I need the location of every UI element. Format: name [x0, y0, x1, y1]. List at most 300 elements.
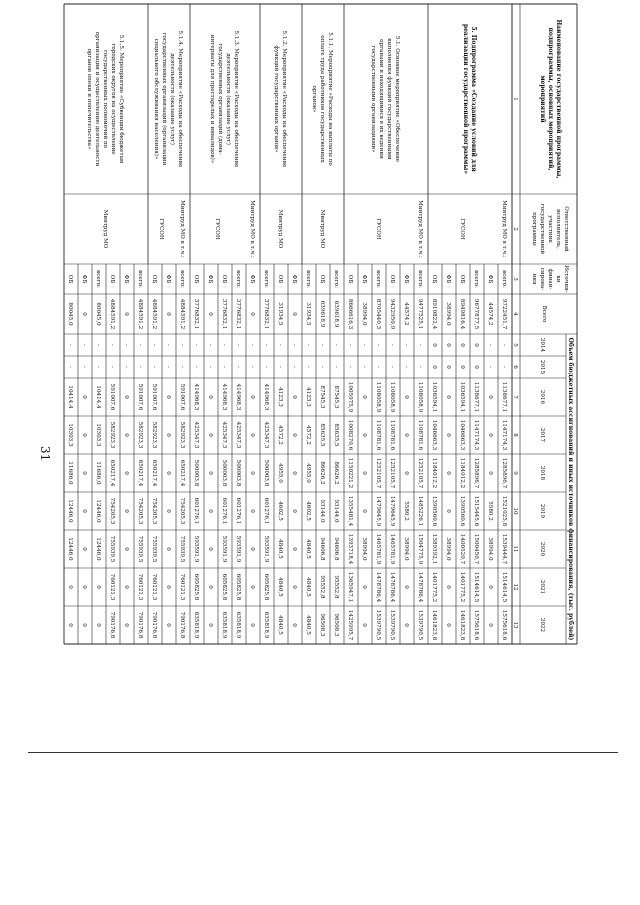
cell-value: - — [137, 366, 143, 368]
group-executor: Минтруд МО в т.ч.: — [417, 200, 423, 258]
cell-source: ФБ — [123, 274, 129, 284]
cell-value: 0 — [207, 433, 213, 437]
group-name-line: 5.1.2. Мероприятие «Расходы на обеспечение — [281, 30, 287, 168]
cell-value: 4572,2 — [277, 425, 283, 445]
cell-value: 0 — [445, 395, 451, 399]
cell-source: ФБ — [487, 274, 493, 284]
cell-value: 1046663,3 — [431, 419, 437, 451]
cell-value: 1108781,6 — [375, 419, 381, 451]
cell-value: 0 — [165, 509, 171, 513]
cell-value: 5580,2 — [403, 501, 409, 521]
cell-value: 650217,4 — [151, 459, 157, 487]
cell-value: - — [95, 366, 101, 368]
cell-value: - — [487, 344, 493, 346]
cell-value: 38994,0 — [445, 537, 451, 561]
cell-value: 4572,2 — [305, 425, 311, 445]
cell-value: 11686,0 — [67, 461, 73, 485]
cell-value: 4123,3 — [277, 387, 283, 407]
cell-value: - — [109, 366, 115, 368]
header-col-number: 6 — [512, 365, 518, 369]
cell-value: 0 — [487, 433, 493, 437]
header-executor-col: участник — [547, 215, 553, 243]
cell-value: 0 — [207, 471, 213, 475]
cell-value: 80045,0 — [67, 302, 73, 326]
cell-value: 0 — [291, 433, 297, 437]
cell-value: 4840,5 — [305, 615, 311, 635]
cell-value: - — [291, 366, 297, 368]
cell-value: 601276,1 — [263, 497, 269, 525]
cell-value: - — [319, 344, 325, 346]
cell-value: - — [193, 344, 199, 346]
cell-value: 0 — [249, 312, 255, 316]
cell-value: 1355481,4 — [347, 495, 353, 527]
cell-value: 38994,0 — [487, 537, 493, 561]
cell-value: 1389392,1 — [431, 533, 437, 565]
cell-source: ФБ — [81, 274, 87, 284]
cell-value: - — [319, 366, 325, 368]
cell-value: 4955,0 — [305, 463, 311, 483]
header-executor-col: программы — [531, 212, 537, 246]
cell-value: 0 — [249, 471, 255, 475]
cell-value: - — [123, 344, 129, 346]
cell-value: 0 — [207, 395, 213, 399]
header-year: 2016 — [539, 389, 545, 405]
cell-value: 4840,5 — [305, 577, 311, 597]
cell-value: 12446,0 — [95, 537, 101, 561]
cell-value: - — [361, 344, 367, 346]
cell-value: 1514614,5 — [501, 571, 507, 603]
header-col-number: 9 — [512, 471, 518, 475]
page-number: 31 — [38, 446, 52, 462]
cell-value: 0 — [81, 471, 87, 475]
cell-value: - — [305, 366, 311, 368]
group-executor: Минтруд МО — [102, 209, 108, 249]
group-executor: Минтруд МО в т.ч.: — [249, 200, 255, 258]
header-executor-col: государственной — [539, 203, 545, 255]
cell-value: 0 — [487, 623, 493, 627]
cell-value: 1390560,6 — [431, 495, 437, 527]
cell-value: 414968,3 — [235, 383, 241, 411]
cell-value: 1252105,7 — [389, 457, 395, 489]
group-name-line: 5.1. Основное мероприятие «Обеспечение — [394, 35, 400, 163]
cell-value: 44574,2 — [487, 302, 493, 326]
separator-line — [28, 752, 618, 753]
cell-value: 1465781,9 — [375, 533, 381, 565]
cell-value: 0 — [123, 395, 129, 399]
cell-value: 790176,8 — [137, 611, 143, 639]
cell-value: 0 — [249, 585, 255, 589]
header-name-col: мероприятий — [539, 75, 546, 123]
cell-value: 8949816,4 — [459, 298, 465, 330]
cell-value: 4840,5 — [277, 615, 283, 635]
cell-value: 605825,8 — [193, 573, 199, 601]
cell-value: 8910822,4 — [431, 298, 437, 330]
group-name-line: 5.1.3. Мероприятие «Расходы на обеспечение — [233, 30, 239, 168]
cell-value: 4884591,2 — [109, 298, 115, 330]
cell-value: 0 — [361, 623, 367, 627]
group-name-line: 5.1.1. Мероприятие «Расходы на выплаты по — [327, 32, 333, 166]
cell-value: 0 — [207, 312, 213, 316]
cell-value: 4840,5 — [305, 539, 311, 559]
cell-value: 1401775,2 — [431, 571, 437, 603]
cell-value: 95552,8 — [333, 575, 339, 599]
cell-value: 0 — [361, 395, 367, 399]
cell-value: 0 — [403, 585, 409, 589]
group-name-line: органами и находящимися в их ведении — [378, 39, 384, 159]
cell-value: 0 — [445, 623, 451, 627]
cell-value: 1539790,5 — [389, 609, 395, 641]
cell-source: ОБ — [459, 274, 465, 284]
cell-value: 38994,0 — [445, 302, 451, 326]
header-source-col: ния — [531, 273, 537, 285]
cell-value: 0 — [207, 623, 213, 627]
cell-value: 790176,8 — [179, 611, 185, 639]
group-name-line: городских округов на осуществление — [110, 43, 116, 155]
cell-value: 500003,8 — [221, 459, 227, 487]
cell-value: 0 — [123, 509, 129, 513]
cell-value: 593591,9 — [263, 535, 269, 563]
group-name-line: социального обслуживания населения)» — [153, 38, 159, 160]
cell-value: 0 — [123, 623, 129, 627]
cell-value: 1184012,2 — [431, 457, 437, 489]
header-col-number: 2 — [512, 227, 518, 231]
header-col-number: 5 — [512, 343, 518, 347]
header-executor-col: исполнитель, — [555, 209, 561, 249]
cell-value: 0 — [81, 623, 87, 627]
cell-value: - — [207, 344, 213, 346]
cell-value: - — [263, 366, 269, 368]
group-name-line: организации и осуществлению деятельности — [94, 31, 100, 167]
header-total: Всего — [541, 305, 547, 323]
cell-value: - — [291, 344, 297, 346]
cell-value: 591007,6 — [137, 383, 143, 411]
cell-value: 639618,9 — [319, 300, 325, 328]
cell-value: 0 — [165, 547, 171, 551]
cell-value: - — [263, 344, 269, 346]
group-executor: Минтруд МО — [319, 209, 325, 249]
cell-value: 4840,5 — [277, 539, 283, 559]
cell-value: 0 — [291, 471, 297, 475]
header-source-col: Источни- — [563, 265, 569, 293]
cell-value: 0 — [207, 585, 213, 589]
cell-value: 12446,0 — [95, 499, 101, 523]
cell-value: 0 — [67, 585, 73, 589]
group-executor: ГУСОН — [459, 218, 465, 240]
cell-value: - — [207, 366, 213, 368]
header-name-col: подпрограммы, основных мероприятий, — [547, 27, 554, 171]
header-name-col: Наименование государственной программы, — [555, 19, 562, 179]
cell-value: - — [389, 366, 395, 368]
cell-value: 1036594,1 — [459, 381, 465, 413]
cell-value: 87545,3 — [333, 385, 339, 409]
header-year: 2014 — [539, 337, 545, 353]
cell-value: 760121,3 — [109, 573, 115, 601]
cell-value: 3776832,1 — [263, 298, 269, 330]
cell-value: - — [305, 344, 311, 346]
cell-value: 0 — [291, 509, 297, 513]
cell-value: 1390560,6 — [459, 495, 465, 527]
cell-value: 754205,3 — [151, 497, 157, 525]
cell-value: 0 — [249, 395, 255, 399]
group-name-line: органов» — [311, 85, 317, 113]
cell-value: 0 — [249, 509, 255, 513]
cell-value: 582923,3 — [179, 421, 185, 449]
cell-value: 0 — [123, 433, 129, 437]
cell-source: ФБ — [291, 274, 297, 284]
header-col-number: 7 — [512, 395, 518, 399]
cell-value: 425347,3 — [235, 421, 241, 449]
group-name-line: интернаты для престарелых и инвалидов)» — [209, 34, 215, 164]
cell-value: 1005975,9 — [347, 381, 353, 413]
cell-value: 1393718,4 — [347, 533, 353, 565]
cell-value: 38994,0 — [361, 302, 367, 326]
cell-value: 1478786,4 — [417, 571, 423, 603]
cell-value: 10303,3 — [67, 423, 73, 447]
header-col-number: 1 — [512, 97, 518, 101]
cell-value: 94606,8 — [333, 537, 339, 561]
cell-value: 1461823,8 — [459, 609, 465, 641]
header-year: 2021 — [539, 579, 545, 595]
cell-value: 0 — [249, 623, 255, 627]
cell-value: 8666616,3 — [347, 298, 353, 330]
cell-value: 635818,9 — [235, 611, 241, 639]
cell-value: 593591,9 — [235, 535, 241, 563]
cell-value: 1285896,7 — [473, 457, 479, 489]
cell-value: 11686,0 — [95, 461, 101, 485]
cell-value: 650217,4 — [109, 459, 115, 487]
cell-value: 1478786,4 — [375, 571, 381, 603]
cell-value: 4602,5 — [277, 501, 283, 521]
cell-value: 414968,3 — [221, 383, 227, 411]
cell-value: 0 — [123, 547, 129, 551]
header-col-number: 13 — [512, 621, 518, 629]
cell-value: 1138677,1 — [501, 381, 507, 413]
cell-source: всего: — [179, 270, 185, 288]
financing-table-svg — [64, 4, 627, 641]
cell-value: 425347,3 — [263, 421, 269, 449]
cell-value: 0 — [487, 585, 493, 589]
cell-value: 4602,5 — [305, 501, 311, 521]
cell-value: 755939,5 — [137, 535, 143, 563]
cell-value: 96508,3 — [319, 613, 325, 637]
cell-value: 1575618,6 — [473, 609, 479, 641]
cell-value: 0 — [95, 585, 101, 589]
cell-value: 601276,1 — [221, 497, 227, 525]
group-name-line: 5.1.5. Мероприятие «Субвенции бюджетам — [118, 34, 124, 164]
cell-value: 0 — [81, 312, 87, 316]
header-col-number: 12 — [512, 583, 518, 591]
cell-value: 0 — [81, 509, 87, 513]
cell-value: 1500450,7 — [473, 533, 479, 565]
cell-value: - — [417, 366, 423, 368]
cell-value: 1147174,3 — [473, 419, 479, 451]
cell-value: 87545,3 — [319, 385, 325, 409]
cell-value: - — [165, 366, 171, 368]
cell-source: ФБ — [445, 274, 451, 284]
cell-value: 0 — [249, 433, 255, 437]
cell-value: 4884591,2 — [179, 298, 185, 330]
cell-value: 1504775,9 — [417, 533, 423, 565]
cell-value: 0 — [473, 343, 479, 347]
table-body — [64, 4, 577, 644]
cell-value: - — [179, 366, 185, 368]
cell-source: всего: — [473, 270, 479, 288]
cell-value: 0 — [431, 343, 437, 347]
cell-value: 0 — [403, 433, 409, 437]
cell-value: 9432950,9 — [389, 298, 395, 330]
group-executor: ГУСОН — [214, 218, 220, 240]
cell-value: 500003,8 — [193, 459, 199, 487]
cell-value: - — [123, 366, 129, 368]
cell-source: всего: — [235, 270, 241, 288]
cell-value: 790176,8 — [109, 611, 115, 639]
cell-value: 0 — [361, 433, 367, 437]
cell-value: 1479645,9 — [389, 495, 395, 527]
cell-value: 1184012,2 — [459, 457, 465, 489]
cell-source: ОБ — [431, 274, 437, 284]
cell-value: - — [221, 366, 227, 368]
cell-value: 755939,5 — [179, 535, 185, 563]
cell-value: 0 — [207, 547, 213, 551]
cell-value: 582923,3 — [109, 421, 115, 449]
cell-value: 3776832,1 — [193, 298, 199, 330]
cell-value: 5580,2 — [487, 501, 493, 521]
cell-value: 754205,3 — [137, 497, 143, 525]
cell-value: 790176,8 — [151, 611, 157, 639]
cell-value: 0 — [361, 585, 367, 589]
cell-source: ОБ — [193, 274, 199, 284]
cell-value: 10414,4 — [67, 385, 73, 409]
cell-source: ОБ — [347, 274, 353, 284]
cell-value: 635818,9 — [263, 611, 269, 639]
cell-value: 1400520,7 — [459, 533, 465, 565]
cell-value: 650217,4 — [137, 459, 143, 487]
cell-value: 44574,2 — [403, 302, 409, 326]
cell-source: всего: — [375, 270, 381, 288]
cell-value: 1008270,6 — [347, 419, 353, 451]
cell-source: ФБ — [249, 274, 255, 284]
cell-value: 94606,8 — [319, 537, 325, 561]
header-executor-col: Ответственный — [563, 206, 569, 252]
cell-source: ФБ — [403, 274, 409, 284]
cell-source: ОБ — [319, 274, 325, 284]
cell-value: 1514614,5 — [473, 571, 479, 603]
cell-value: - — [235, 366, 241, 368]
cell-value: - — [333, 366, 339, 368]
cell-source: всего: — [501, 270, 507, 288]
group-name-line: государственными организациями» — [370, 45, 376, 153]
cell-value: 1150221,2 — [347, 457, 353, 489]
cell-value: 639618,9 — [333, 300, 339, 328]
cell-value: 605825,8 — [235, 573, 241, 601]
cell-value: 96508,3 — [333, 613, 339, 637]
header-year: 2022 — [539, 617, 545, 633]
cell-value: 85635,5 — [333, 423, 339, 447]
cell-value: 0 — [95, 623, 101, 627]
cell-value: 0 — [81, 585, 87, 589]
cell-value: 605825,8 — [263, 573, 269, 601]
cell-value: 0 — [123, 312, 129, 316]
cell-value: 1046663,3 — [459, 419, 465, 451]
cell-value: 86626,2 — [333, 461, 339, 485]
cell-source: всего: — [263, 270, 269, 288]
cell-value: 4840,5 — [277, 577, 283, 597]
cell-value: 650217,4 — [179, 459, 185, 487]
cell-value: 0 — [165, 395, 171, 399]
cell-value: 760121,3 — [151, 573, 157, 601]
cell-value: 31934,5 — [305, 302, 311, 326]
header-col-number: 4 — [512, 312, 518, 316]
cell-value: 9677877,5 — [473, 298, 479, 330]
cell-value: 9477525,1 — [417, 298, 423, 330]
cell-value: 414968,3 — [263, 383, 269, 411]
group-name-line: деятельности (оказание услуг) — [169, 53, 175, 145]
header-source-col: сирова- — [539, 267, 545, 291]
cell-value: - — [67, 344, 73, 346]
cell-value: 0 — [165, 585, 171, 589]
cell-source: ОБ — [277, 274, 283, 284]
cell-source: ОБ — [67, 274, 73, 284]
group-name-line: государственных полномочий по — [102, 49, 108, 149]
header-year: 2017 — [539, 427, 545, 443]
cell-value: 1108058,9 — [417, 381, 423, 413]
cell-value: 38994,0 — [403, 537, 409, 561]
group-executor: Минтруд МО в т.ч.: — [501, 200, 507, 258]
cell-value: - — [179, 344, 185, 346]
cell-value: 31934,5 — [277, 302, 283, 326]
cell-value: 1539444,7 — [501, 533, 507, 565]
cell-value: 755939,5 — [151, 535, 157, 563]
cell-value: - — [249, 344, 255, 346]
cell-value: - — [109, 344, 115, 346]
cell-value: 0 — [445, 509, 451, 513]
cell-source: ОБ — [389, 274, 395, 284]
cell-value: - — [137, 344, 143, 346]
cell-value: 635818,9 — [221, 611, 227, 639]
cell-value: 1036594,1 — [431, 381, 437, 413]
cell-value: 1515445,6 — [473, 495, 479, 527]
cell-value: 0 — [81, 395, 87, 399]
cell-value: - — [151, 344, 157, 346]
cell-value: 582923,3 — [137, 421, 143, 449]
cell-value: - — [193, 366, 199, 368]
cell-value: 0 — [291, 312, 297, 316]
cell-value: 1425995,7 — [347, 609, 353, 641]
cell-value: 591007,6 — [151, 383, 157, 411]
group-executor: ГУСОН — [375, 218, 381, 240]
cell-value: 3776832,1 — [221, 298, 227, 330]
cell-value: 85635,5 — [319, 423, 325, 447]
cell-source: всего: — [417, 270, 423, 288]
cell-value: 0 — [165, 312, 171, 316]
cell-value: - — [403, 344, 409, 346]
cell-value: - — [249, 366, 255, 368]
cell-value: 0 — [165, 623, 171, 627]
cell-value: 425347,3 — [193, 421, 199, 449]
cell-value: - — [403, 366, 409, 368]
cell-source: ОБ — [109, 274, 115, 284]
group-executor: Минтруд МО в т.ч.: — [179, 200, 185, 258]
cell-value: 93144,0 — [333, 499, 339, 523]
cell-value: 0 — [445, 585, 451, 589]
cell-value: - — [67, 366, 73, 368]
cell-value: - — [347, 344, 353, 346]
header-year: 2015 — [539, 359, 545, 375]
cell-value: 10414,4 — [95, 385, 101, 409]
cell-value: 1521025,8 — [501, 495, 507, 527]
cell-value: 0 — [361, 509, 367, 513]
cell-value: 0 — [291, 395, 297, 399]
